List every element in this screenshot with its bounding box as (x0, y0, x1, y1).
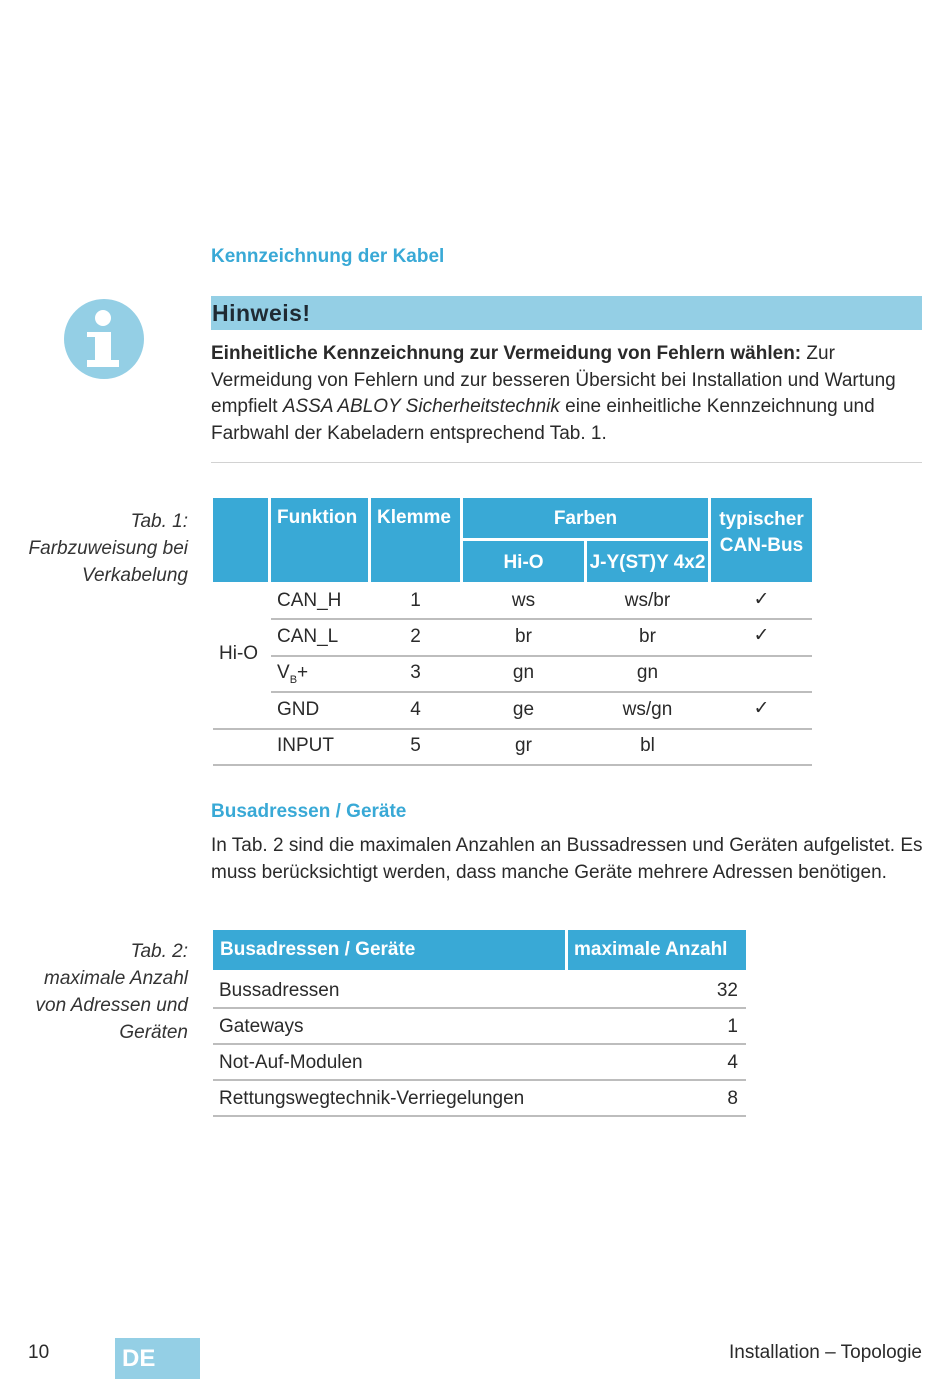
table1-header-blank (213, 498, 268, 582)
vb-suffix: + (297, 662, 309, 683)
table1-row-rule (271, 618, 812, 620)
table1-row-rule (271, 655, 812, 657)
table2-caption (20, 938, 188, 1046)
table1-group-label: Hi-O (219, 643, 259, 664)
table2-row-label: Not-Auf-Modulen (219, 1052, 363, 1073)
table1-cell-jy: ws/gn (622, 699, 673, 720)
vb-subscript: B (289, 673, 298, 686)
table1-cell-hio: br (515, 626, 532, 647)
table1-header-can-line: typischer (719, 509, 804, 530)
table1-header-klemme: Klemme (371, 498, 460, 582)
vb-label: V (277, 662, 290, 683)
table2-bottom-rule (213, 1115, 746, 1117)
table1-cell-funktion-vb (277, 662, 308, 686)
table1-row-rule (271, 691, 812, 693)
table1-cell-klemme: 2 (410, 626, 421, 647)
table2-caption-line: maximale Anzahl (44, 968, 188, 989)
note-text-1: Zur Vermeidung von Fehlern und zur besseren Übersicht bei Installation und Wartung empfielt (211, 343, 896, 417)
table-row (213, 1009, 746, 1045)
table1-caption-line: Tab. 1: (130, 511, 188, 532)
table1-cell-jy: br (639, 626, 656, 647)
table1-header-funktion: Funktion (271, 498, 368, 582)
note-body (211, 341, 923, 447)
footer-title: Installation – Topologie (729, 1342, 922, 1363)
table1-header-can-line: CAN-Bus (719, 535, 804, 556)
table1-cell-klemme: 1 (410, 590, 421, 611)
table2-caption-line: von Adressen und (35, 995, 188, 1016)
table1-cell-klemme: 5 (410, 735, 421, 756)
table-row (213, 973, 746, 1009)
note-lead: Einheitliche Kennzeichnung zur Vermeidung von Fehlern wählen: (211, 343, 802, 364)
section2-paragraph: In Tab. 2 sind die maximalen Anzahlen an Bussadressen und Geräten aufgelistet. Es muss berücksichtigt werden, dass manche Geräte mehrere Adressen benötigen. (211, 835, 923, 883)
note-title: Hinweis! (211, 296, 922, 330)
table2-row-value: 4 (727, 1052, 738, 1073)
note-company: ASSA ABLOY Sicherheitstechnik (282, 396, 560, 417)
table1-cell-funktion: CAN_L (277, 626, 339, 647)
table1-caption-line: Farbzuweisung bei (28, 538, 188, 559)
table1-cell-klemme: 4 (410, 699, 421, 720)
table1-cell-hio: gn (512, 662, 535, 683)
language-badge: DE (115, 1338, 200, 1379)
table1-cell-jy: bl (640, 735, 655, 756)
table2-row-value: 8 (727, 1088, 738, 1109)
table1-cell-funktion: INPUT (277, 735, 334, 756)
table2-header-name: Busadressen / Geräte (213, 930, 565, 970)
table2-row-value: 32 (716, 980, 738, 1001)
table1-cell-hio: ws (511, 590, 536, 611)
note-divider (211, 462, 922, 463)
check-icon: ✓ (753, 625, 770, 646)
table2-row-value: 1 (727, 1016, 738, 1037)
table1-header-jy: J-Y(ST)Y 4x2 (587, 541, 708, 582)
table1-cell-funktion: CAN_H (277, 590, 342, 611)
table1-cell-klemme: 3 (410, 662, 421, 683)
section-heading-busadressen: Busadressen / Geräte (211, 801, 407, 822)
table-row (213, 1045, 746, 1081)
table1-header-can (711, 498, 812, 582)
table1-bottom-rule (213, 764, 812, 766)
table1-cell-jy: gn (636, 662, 659, 683)
table2-row-label: Bussadressen (219, 980, 340, 1001)
info-icon (64, 299, 144, 379)
table-row (213, 1081, 746, 1117)
table1-cell-jy: ws/br (624, 590, 671, 611)
table2-caption-line: Geräten (119, 1022, 188, 1043)
table2-header-max: maximale Anzahl (568, 930, 746, 970)
note-text-2: eine einheitliche Kennzeichnung und Farbwahl der Kabeladern entsprechend Tab. 1. (211, 396, 875, 444)
table1-header-hio: Hi-O (463, 541, 584, 582)
check-icon: ✓ (753, 589, 770, 610)
table2-row-label: Gateways (219, 1016, 304, 1037)
table1-caption-line: Verkabelung (82, 565, 188, 586)
section-heading-kabel: Kennzeichnung der Kabel (211, 246, 445, 267)
table2-caption-line: Tab. 2: (130, 941, 188, 962)
table1-header-farben: Farben (463, 498, 708, 538)
check-icon: ✓ (753, 698, 770, 719)
table1-cell-hio: gr (515, 735, 532, 756)
table1-cell-funktion: GND (277, 699, 320, 720)
table1-caption (20, 508, 188, 589)
table2-row-label: Rettungswegtechnik-Verriegelungen (219, 1088, 525, 1109)
table1-row-rule (213, 728, 812, 730)
page-number: 10 (28, 1342, 50, 1363)
table1-cell-hio: ge (512, 699, 535, 720)
